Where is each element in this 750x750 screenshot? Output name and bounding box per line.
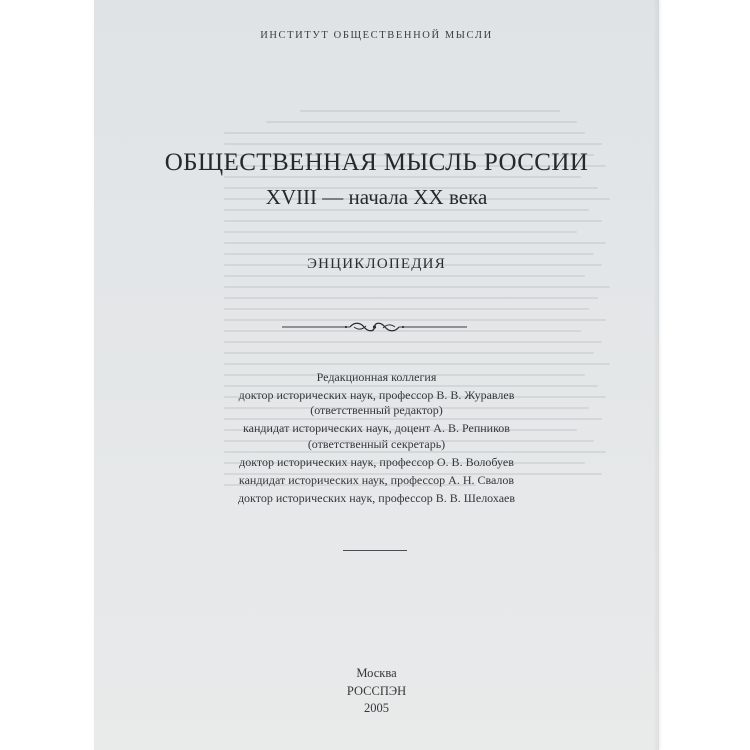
board-member-name: кандидат исторических наук, доцент А. В. Репников xyxy=(243,421,510,436)
title-page xyxy=(94,0,659,750)
board-member-name: кандидат исторических наук, профессор А. Н. Свалов xyxy=(238,473,515,488)
institute-name: ИНСТИТУТ ОБЩЕСТВЕННОЙ МЫСЛИ xyxy=(260,30,493,41)
board-member xyxy=(94,421,659,451)
imprint-year: 2005 xyxy=(364,701,389,716)
board-member-name: доктор исторических наук, профессор О. В. Волобуев xyxy=(239,454,514,469)
book-genre: ЭНЦИКЛОПЕДИЯ xyxy=(307,256,446,272)
board-member xyxy=(94,473,659,488)
book-subtitle: XVIII — начала XX века xyxy=(265,185,488,209)
board-member-role: (ответственный секретарь) xyxy=(307,436,446,451)
board-member-name: доктор исторических наук, профессор В. В. Шелохаев xyxy=(237,491,516,506)
board-member xyxy=(94,388,659,418)
imprint-city: Москва xyxy=(356,666,397,680)
imprint xyxy=(94,665,659,718)
section-divider xyxy=(343,550,407,551)
board-member xyxy=(94,455,659,470)
board-member xyxy=(94,491,659,506)
decorative-flourish-divider-icon xyxy=(282,318,467,336)
imprint-publisher: РОССПЭН xyxy=(346,683,407,698)
board-member-name: доктор исторических наук, профессор В. В. Журавлев xyxy=(238,388,515,402)
editorial-board-heading: Редакционная коллегия xyxy=(316,370,437,384)
book-title: ОБЩЕСТВЕННАЯ МЫСЛЬ РОССИИ xyxy=(164,149,589,176)
editorial-board-list xyxy=(94,388,659,509)
board-member-role: (ответственный редактор) xyxy=(310,403,443,418)
